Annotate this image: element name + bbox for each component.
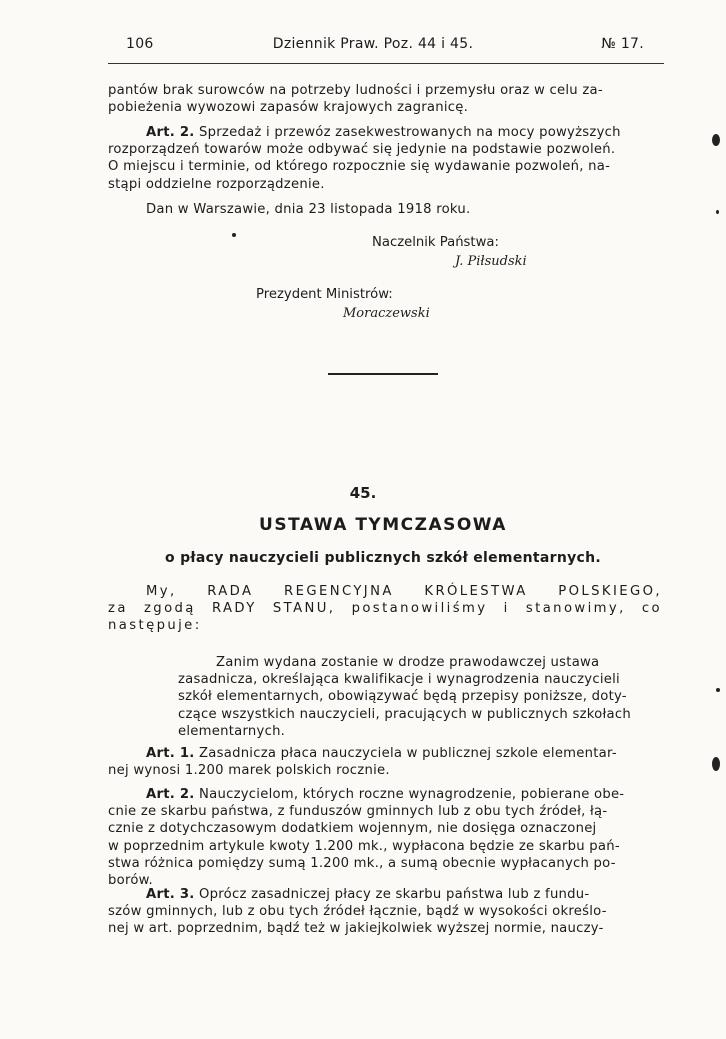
scan-speck [712, 134, 720, 146]
journal-title: Dziennik Praw. Poz. 44 i 45. [272, 36, 474, 52]
text-line: następuje: [108, 618, 202, 634]
signature-pilsudski: J. Piłsudski [455, 254, 527, 269]
text-line: borów. [108, 873, 153, 889]
issue-number: № 17. [601, 36, 644, 52]
article-label: Art. 1. [146, 746, 195, 761]
text-line: Zanim wydana zostanie w drodze prawodawczej ustawa [216, 655, 600, 670]
text-line: rozporządzeń towarów może odbywać się jedynie na podstawie pozwoleń. [108, 142, 616, 158]
prev-paragraph [108, 82, 662, 116]
signature-moraczewski: Moraczewski [343, 306, 430, 321]
scan-speck [716, 210, 719, 214]
header-rule [108, 63, 664, 64]
intro-paragraph [178, 654, 656, 740]
scan-speck [232, 233, 236, 237]
page-number: 106 [126, 36, 154, 52]
text-line: pantów brak surowców na potrzeby ludności i przemysłu oraz w celu za- [108, 83, 603, 98]
scan-speck [712, 757, 720, 771]
text-line: O miejscu i terminie, od którego rozpocznie się wydawanie pozwoleń, na- [108, 159, 611, 175]
text-line: za zgodą RADY STANU, postanowiliśmy i stanowimy, co [108, 601, 662, 617]
text-line: w poprzednim artykule kwoty 1.200 mk., wypłacona będzie ze skarbu pań- [108, 838, 620, 854]
act-title: USTAWA TYMCZASOWA [259, 515, 507, 535]
prev-art-2 [108, 124, 662, 193]
text-line: zasadnicza, określająca kwalifikacje i wynagrodzenia nauczycieli [178, 672, 620, 688]
dated-line: Dan w Warszawie, dnia 23 listopada 1918 roku. [146, 202, 471, 217]
preamble [108, 583, 662, 635]
section-divider [328, 373, 438, 375]
act-number: 45. [349, 484, 377, 502]
article-label: Art. 3. [146, 887, 195, 902]
text-line: nej w art. poprzednim, bądź też w jakiejkolwiek wyższej normie, nauczy- [108, 921, 604, 937]
signature-role-head-of-state: Naczelnik Państwa: [372, 235, 499, 250]
running-header [0, 36, 726, 58]
text-line: cznie z dotychczasowym dodatkiem wojennym, nie dosięga oznaczonej [108, 821, 597, 837]
art-3 [108, 886, 662, 938]
text-line: My, RADA REGENCYJNA KRÓLESTWA POLSKIEGO, [146, 584, 662, 599]
text-line: stwa różnica pomiędzy sumą 1.200 mk., a sumą obecnie wypłacanych po- [108, 855, 616, 871]
text-line: pobieżenia wywozowi zapasów krajowych zagranicę. [108, 100, 469, 116]
act-subtitle: o płacy nauczycieli publicznych szkół elementarnych. [164, 550, 602, 566]
text-line: nej wynosi 1.200 marek polskich rocznie. [108, 763, 390, 779]
article-label: Art. 2. [146, 125, 195, 140]
text-line: Sprzedaż i przewóz zasekwestrowanych na mocy powyższych [199, 125, 621, 140]
text-line: Zasadnicza płaca nauczyciela w publicznej szkole elementar- [199, 746, 617, 761]
text-line: Nauczycielom, których roczne wynagrodzenie, pobierane obe- [199, 787, 625, 802]
text-line: elementarnych. [178, 723, 286, 739]
scan-speck [716, 688, 720, 692]
text-line: stąpi oddzielne rozporządzenie. [108, 176, 325, 192]
text-line: szów gminnych, lub z obu tych źródeł łącznie, bądź w wysokości określo- [108, 904, 607, 920]
signature-role-prime-minister: Prezydent Ministrów: [256, 287, 393, 302]
text-line: czące wszystkich nauczycieli, pracujących w publicznych szkołach [178, 706, 631, 722]
art-2 [108, 786, 662, 889]
text-line: cnie ze skarbu państwa, z funduszów gminnych lub z obu tych źródeł, łą- [108, 804, 608, 820]
article-label: Art. 2. [146, 787, 195, 802]
text-line: Oprócz zasadniczej płacy ze skarbu państwa lub z fundu- [199, 887, 590, 902]
art-1 [108, 745, 662, 779]
text-line: szkół elementarnych, obowiązywać będą przepisy poniższe, doty- [178, 689, 627, 705]
